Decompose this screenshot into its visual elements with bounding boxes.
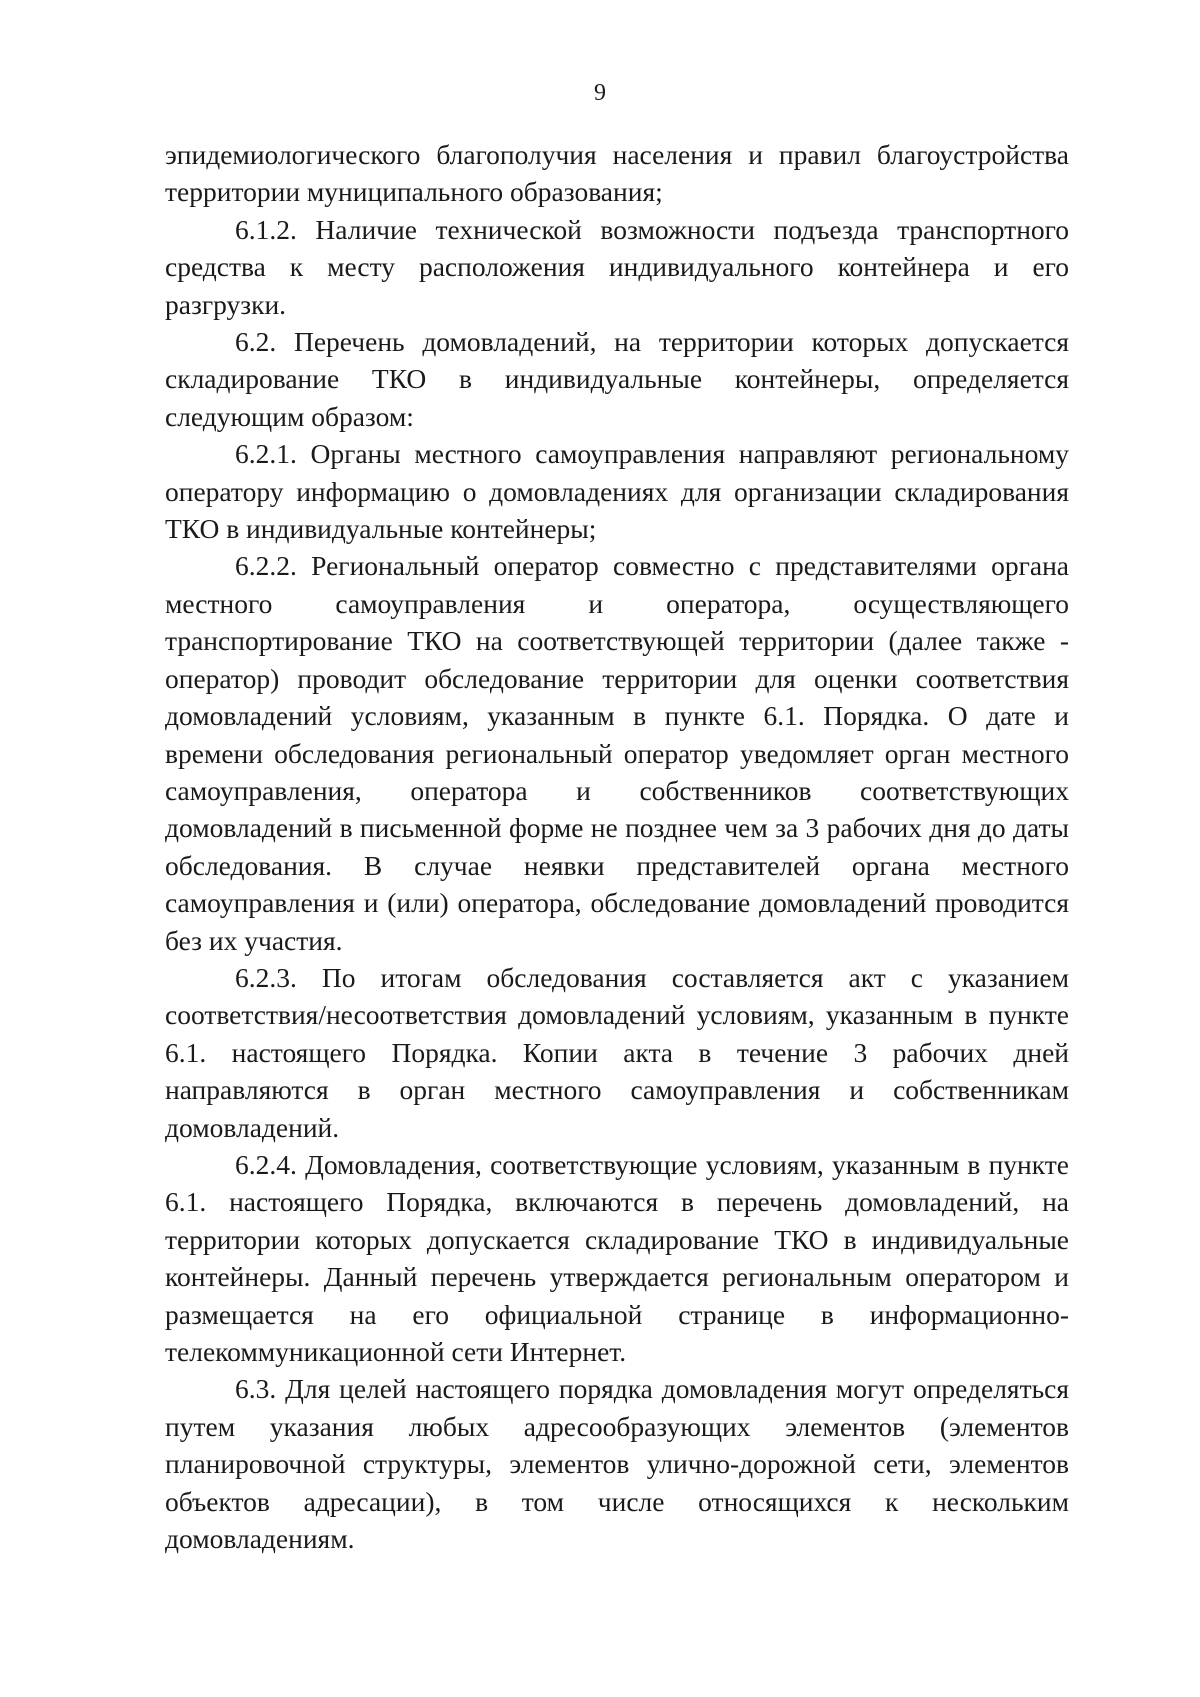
paragraph-6-2: 6.2. Перечень домовладений, на территории которых допускается складирование ТКО в индивидуальные контейнеры, определяется следующим образом: xyxy=(165,326,1069,432)
paragraph-6-2-4: 6.2.4. Домовладения, соответствующие условиям, указанным в пункте 6.1. настоящего Порядка, включаются в перечень домовладений, на территории которых допускается складирование ТКО в индивидуальные контейнеры. Данный перечень утверждается региональным оператором и размещается на его официальной странице в информационно-телекоммуникационной сети Интернет. xyxy=(165,1148,1069,1367)
paragraph-6-1-2: 6.1.2. Наличие технической возможности подъезда транспортного средства к месту расположения индивидуального контейнера и его разгрузки. xyxy=(165,213,1069,320)
page-number: 9 xyxy=(594,80,606,106)
paragraph-6-3: 6.3. Для целей настоящего порядка домовладения могут определяться путем указания любых адресообразующих элементов (элементов планировочной структуры, элементов улично-дорожной сети, элементов объектов адресации), в том числе относящихся к нескольким домовладениям. xyxy=(165,1373,1069,1555)
paragraph-6-2-3: 6.2.3. По итогам обследования составляется акт с указанием соответствия/несоответствия домовладений условиям, указанным в пункте 6.1. настоящего Порядка. Копии акта в течение 3 рабочих дней направляются в орган местного самоуправления и собственникам домовладений. xyxy=(165,961,1069,1143)
paragraph-6-2-1: 6.2.1. Органы местного самоуправления направляют региональному оператору информацию о домовладениях для организации складирования ТКО в индивидуальные контейнеры; xyxy=(165,438,1069,545)
paragraph-continuation: эпидемиологического благополучия населения и правил благоустройства территории муниципального образования; xyxy=(165,139,1069,208)
paragraph-6-2-2: 6.2.2. Региональный оператор совместно с представителями органа местного самоуправления и оператора, осуществляющего транспортирование ТКО на соответствующей территории (далее также - оператор) проводит обследование территории для оценки соответствия домовладений условиям, указанным в пункте 6.1. Порядка. О дате и времени обследования региональный оператор уведомляет орган местного самоуправления, оператора и собственников соответствующих домовладений в письменной форме не позднее чем за 3 рабочих дня до даты обследования. В случае неявки представителей органа местного самоуправления и (или) оператора, обследование домовладений проводится без их участия. xyxy=(165,550,1069,956)
document-body xyxy=(165,136,1069,1557)
